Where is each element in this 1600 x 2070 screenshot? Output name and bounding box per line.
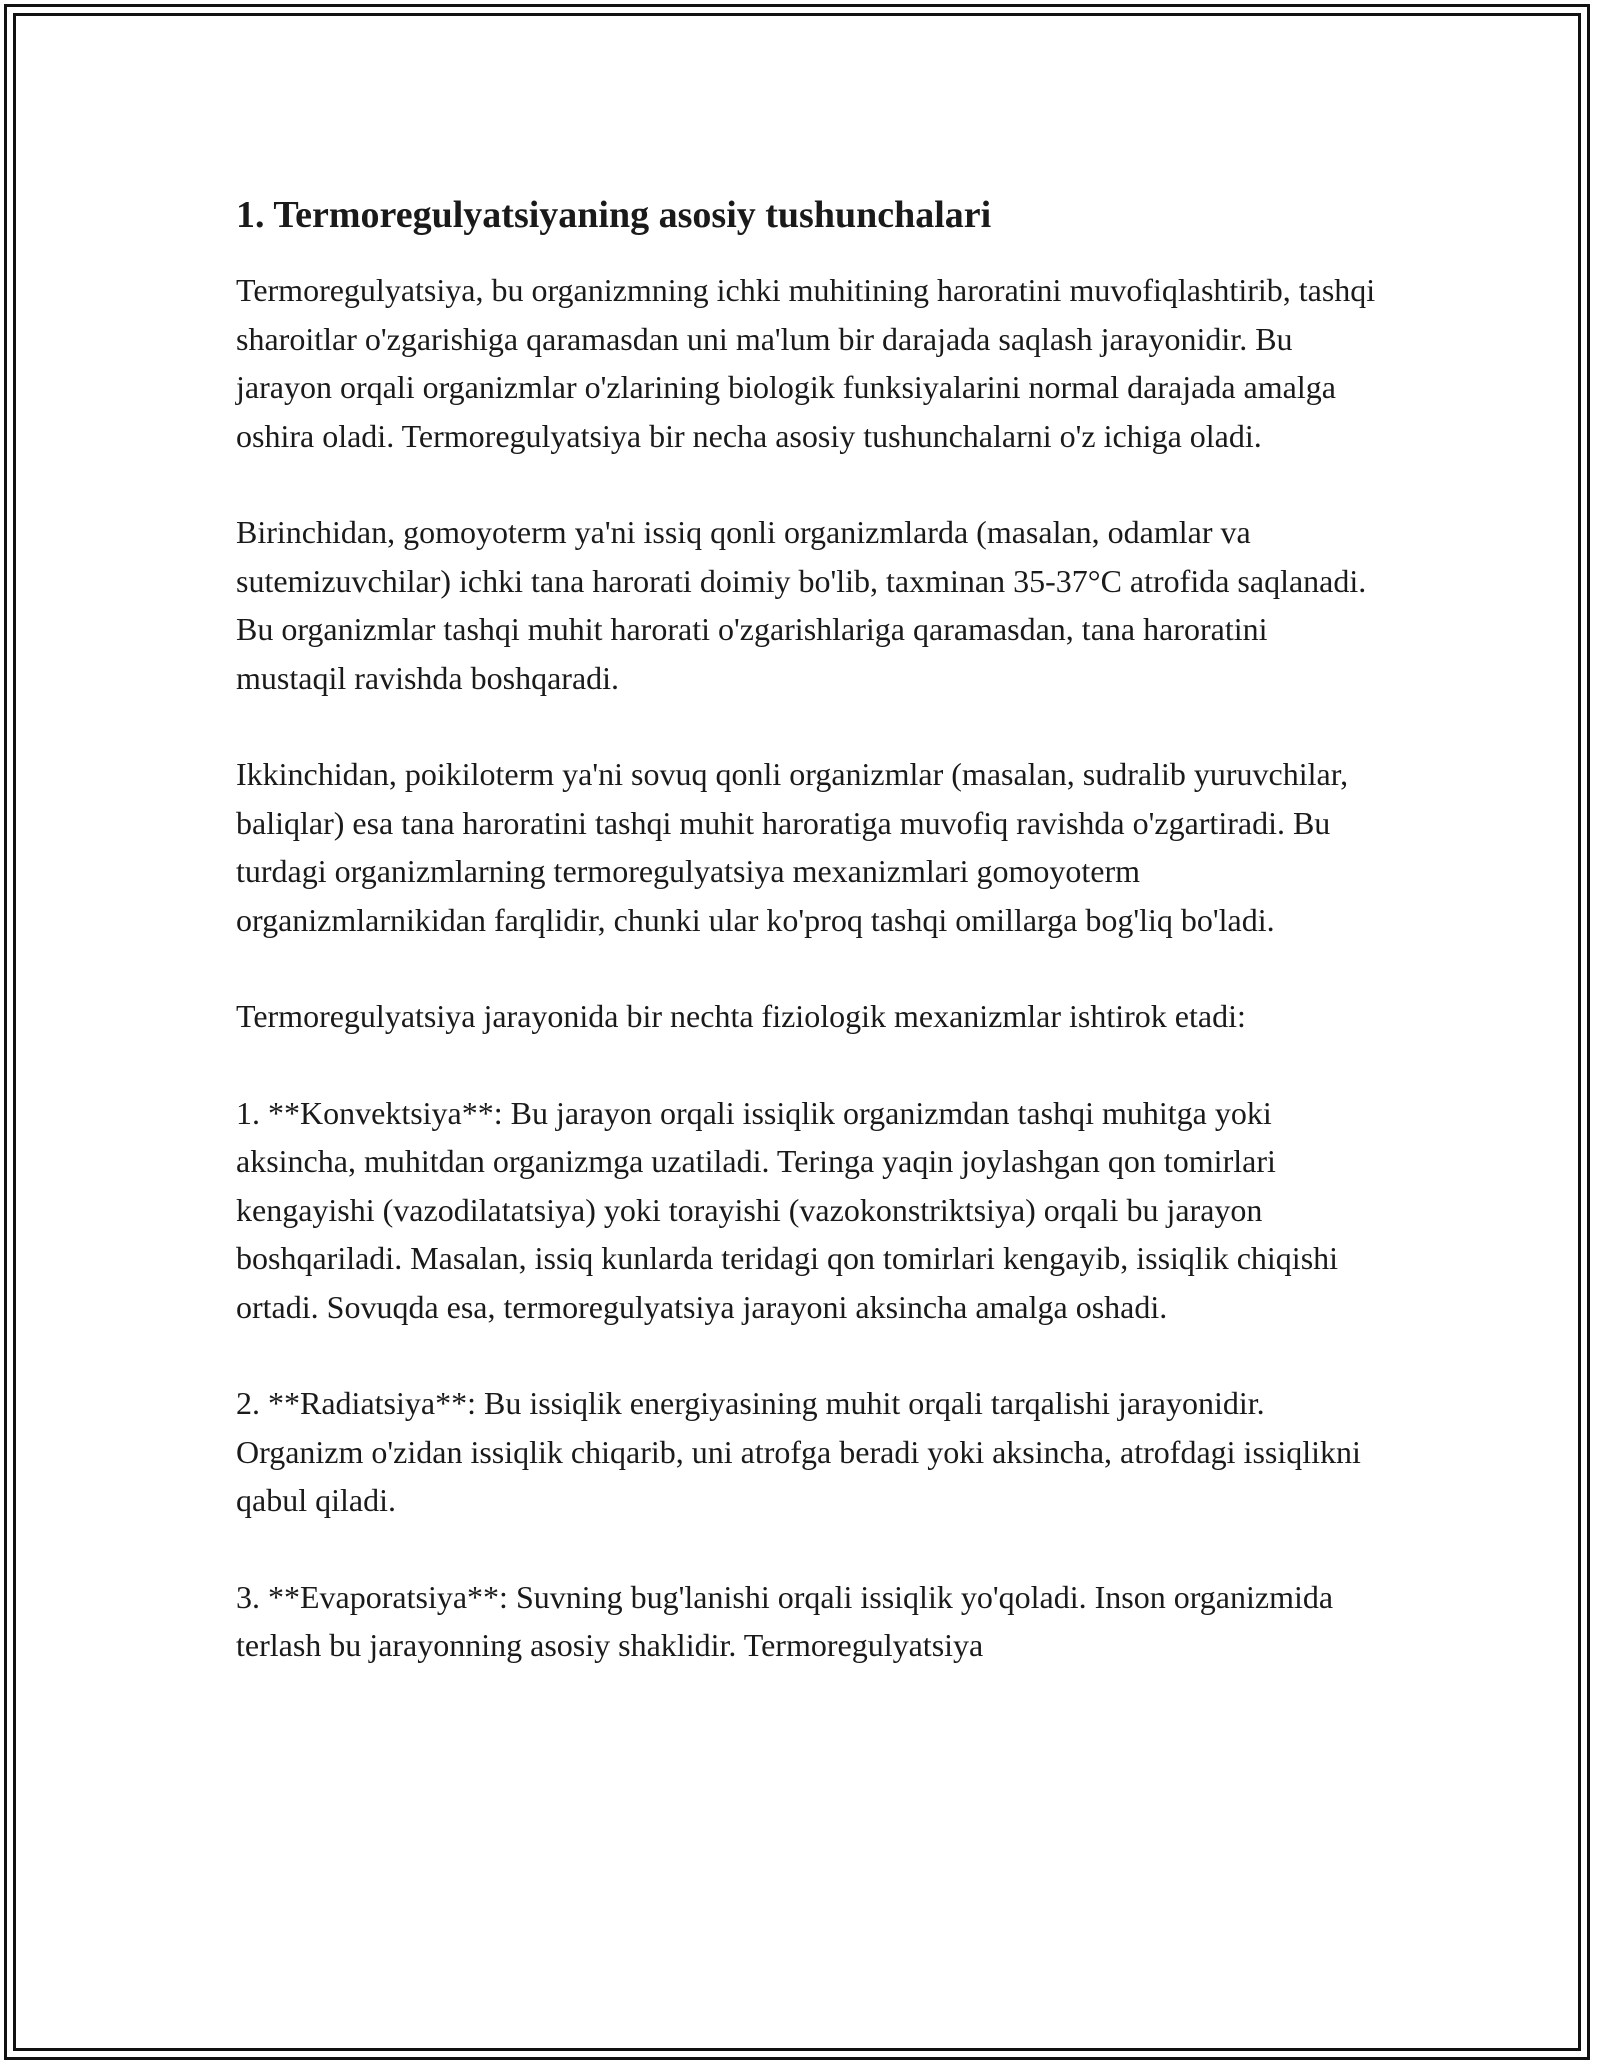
- paragraph-homeotherm: Birinchidan, gomoyoterm ya'ni issiq qonli organizmlarda (masalan, odamlar va sutemizuvchilar) ichki tana harorati doimiy bo'lib, taxminan 35-37°C atrofida saqlanadi. Bu organizmlar tashqi muhit harorati o'zgarishlariga qaramasdan, tana haroratini mustaqil ravishda boshqaradi.: [236, 514, 1367, 696]
- paragraph-poikilotherm: Ikkinchidan, poikiloterm ya'ni sovuq qonli organizmlar (masalan, sudralib yuruvchilar, baliqlar) esa tana haroratini tashqi muhit haroratiga muvofiq ravishda o'zgartiradi. Bu turdagi organizmlarning termoregulyatsiya mexanizmlari gomoyoterm organizmlarnikidan farqlidir, chunki ular ko'proq tashqi omillarga bog'liq bo'ladi.: [236, 756, 1349, 938]
- list-item-evaporation: 3. **Evaporatsiya**: Suvning bug'lanishi orqali issiqlik yo'qoladi. Inson organizmida terlash bu jarayonning asosiy shaklidir. Termoregulyatsiya: [236, 1578, 1334, 1663]
- list-item-radiation: 2. **Radiatsiya**: Bu issiqlik energiyasining muhit orqali tarqalishi jarayonidir. Organizm o'zidan issiqlik chiqarib, uni atrofga beradi yoki aksincha, atrofdagi issiqlikni qabul qiladi.: [236, 1385, 1361, 1518]
- document-body: [236, 186, 1376, 1670]
- paragraph-mechanisms-intro: Termoregulyatsiya jarayonida bir nechta fiziologik mexanizmlar ishtirok etadi:: [236, 998, 1246, 1034]
- list-item-convection: 1. **Konvektsiya**: Bu jarayon orqali issiqlik organizmdan tashqi muhitga yoki aksincha, muhitdan organizmga uzatiladi. Teringa yaqin joylashgan qon tomirlari kengayishi (vazodilatatsiya) yoki torayishi (vazokonstriktsiya) orqali bu jarayon boshqariladi. Masalan, issiq kunlarda teridagi qon tomirlari kengayib, issiqlik chiqishi ortadi. Sovuqda esa, termoregulyatsiya jarayoni aksincha amalga oshadi.: [236, 1094, 1339, 1325]
- paragraph-definition: Termoregulyatsiya, bu organizmning ichki muhitining haroratini muvofiqlashtirib, tashqi sharoitlar o'zgarishiga qaramasdan uni ma'lum bir darajada saqlash jarayonidir. Bu jarayon orqali organizmlar o'zlarining biologik funksiyalarini normal darajada amalga oshira oladi. Termoregulyatsiya bir necha asosiy tushunchalarni o'z ichiga oladi.: [236, 272, 1376, 454]
- page-title: 1. Termoregulyatsiyaning asosiy tushunchalari: [236, 194, 992, 236]
